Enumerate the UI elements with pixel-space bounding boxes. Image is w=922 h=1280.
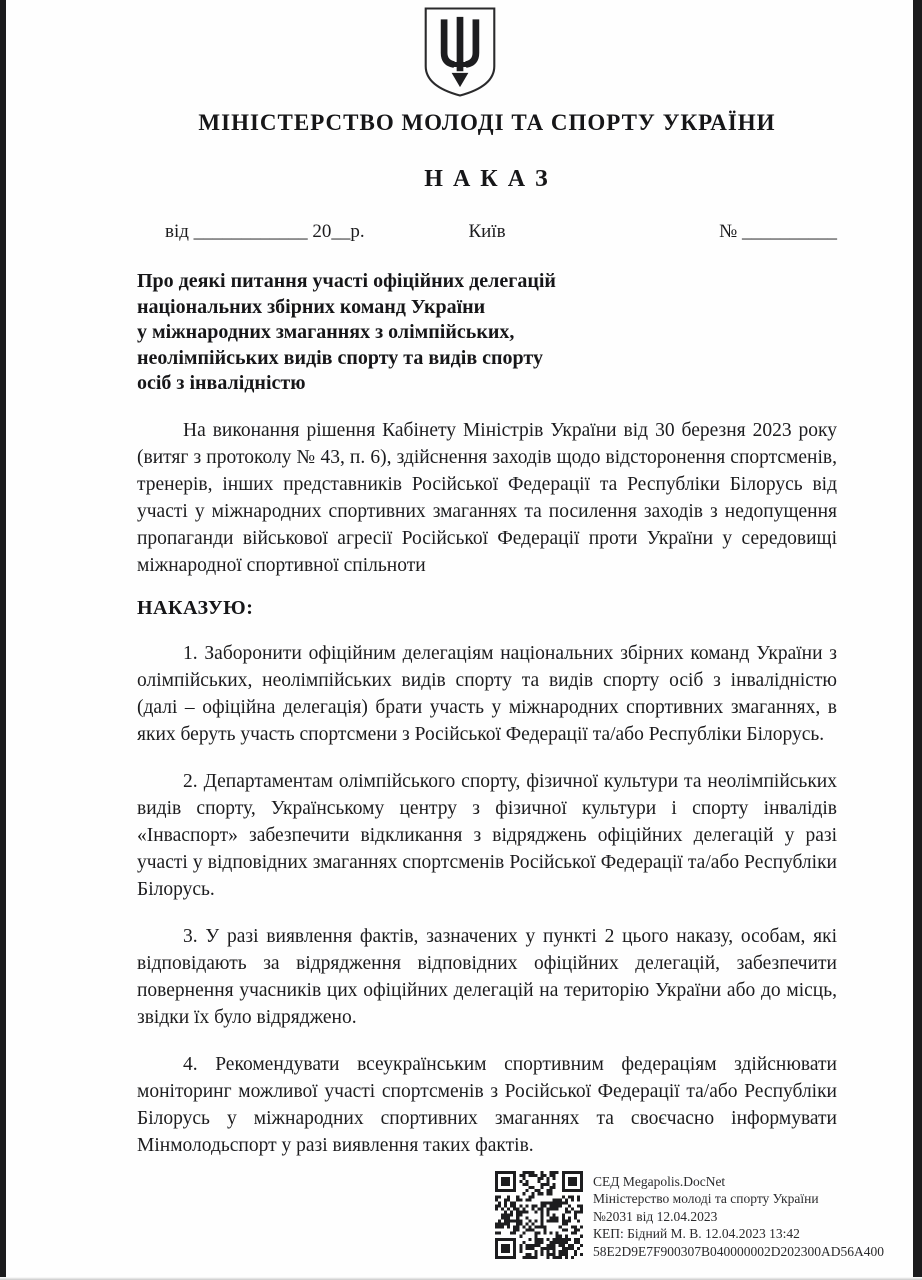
order-items: [137, 640, 837, 1159]
stamp-text: [593, 1171, 884, 1261]
order-subject: [137, 269, 657, 397]
order-item-3: 3. У разі виявлення фактів, зазначених у пункті 2 цього наказу, особам, які відповідають за відрядження відповідних офіційних делегацій, забезпечити повернення учасників цих офіційних делегацій на територію України або до місць, звідки їх було відряджено.: [137, 925, 837, 1028]
stamp-line: Міністерство молоді та спорту України: [593, 1191, 819, 1207]
qr-code-icon: [495, 1171, 583, 1259]
subject-line: Про деякі питання участі офіційних делегацій: [137, 270, 556, 292]
preamble-paragraph: На виконання рішення Кабінету Міністрів України від 30 березня 2023 року (витяг з протоколу № 43, п. 6), здійснення заходів щодо відсторонення спортсменів, тренерів, інших представників Російської Федерації та Республіки Білорусь від участі у міжнародних спортивних змаганнях та посилення заходів з недопущення пропаганди військової агресії Російської Федерації проти України у середовищі міжнародної спортивної спільноти: [137, 419, 837, 576]
stamp-line: СЕД Megapolis.DocNet: [593, 1173, 726, 1189]
photo-edge-right: [913, 0, 922, 1280]
photo-edge-left: [0, 0, 6, 1280]
order-number-blank: № __________: [719, 221, 837, 242]
document-type-title: Н А К А З: [424, 166, 550, 192]
stamp-line: КЕП: Бідний М. В. 12.04.2023 13:42: [593, 1226, 800, 1242]
order-item-4: 4. Рекомендувати всеукраїнським спортивним федераціям здійснювати моніторинг можливої участі спортсменів з Російської Федерації та/або Республіки Білорусь у міжнародних спортивних змаганнях та своєчасно інформувати Мінмолодьспорт у разі виявлення таких фактів.: [137, 1053, 837, 1156]
subject-line: осіб з інвалідністю: [137, 372, 306, 395]
digital-signature-stamp: [495, 1171, 885, 1261]
order-item-2: 2. Департаментам олімпійського спорту, фізичної культури та неолімпійських видів спорту, Українському центру з фізичної культури і спорту інвалідів «Інваспорт» забезпечити відкликання з відряджень офіційних делегацій у разі участі у відповідних змаганнях спортсменів Російської Федерації та/або Республіки Білорусь.: [137, 770, 837, 900]
subject-line: у міжнародних змаганнях з олімпійських,: [137, 321, 515, 344]
resolve-word: НАКАЗУЮ:: [137, 596, 254, 619]
document-content: [137, 110, 885, 1260]
city-label: Київ: [468, 221, 506, 242]
subject-line: національних збірних команд України: [137, 295, 486, 318]
order-item-1: 1. Заборонити офіційним делегаціям національних збірних команд України з олімпійських, неолімпійських видів спорту та видів спорту осіб з інвалідністю (далі – офіційна делегація) брати участь у міжнародних спортивних змаганнях, в яких беруть участь спортсмени з Російської Федерації та/або Республіки Білорусь.: [137, 642, 837, 745]
stamp-line: №2031 від 12.04.2023: [593, 1208, 718, 1224]
ministry-name: МІНІСТЕРСТВО МОЛОДІ ТА СПОРТУ УКРАЇНИ: [198, 110, 776, 135]
ukraine-trident-shield-icon: [418, 6, 502, 98]
date-blank: від ____________ 20__р.: [165, 221, 365, 242]
document-sheet: [6, 0, 913, 1280]
subject-line: неолімпійських видів спорту та видів спорту: [137, 346, 543, 369]
date-number-row: [137, 221, 837, 245]
stamp-line: 58E2D9E7F900307B040000002D202300AD56A400: [593, 1243, 885, 1259]
